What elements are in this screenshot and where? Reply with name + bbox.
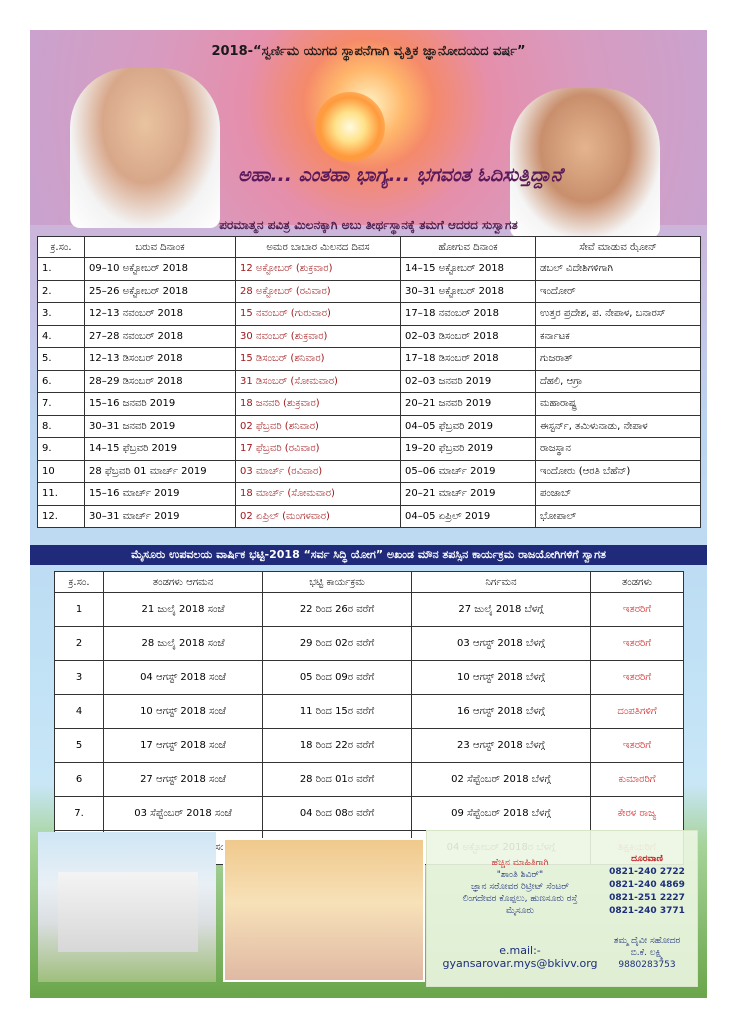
table-cell: 14–15 ಅಕ್ಟೋಬರ್ 2018	[401, 258, 536, 281]
table-cell: 15 ಡಿಸಂಬರ್ (ಶನಿವಾರ)	[236, 348, 401, 371]
table-cell: 28 ಫೆಬ್ರವರಿ 01 ಮಾರ್ಚ್ 2019	[85, 460, 236, 483]
table-cell: 27–28 ನವಂಬರ್ 2018	[85, 325, 236, 348]
table-cell: 31 ಡಿಸಂಬರ್ (ಸೋಮವಾರ)	[236, 370, 401, 393]
table-cell: 02–03 ಡಿಸಂಬರ್ 2018	[401, 325, 536, 348]
table-cell: 10	[38, 460, 85, 483]
table-row	[55, 763, 684, 797]
table-cell: 19–20 ಫೆಬ್ರವರಿ 2019	[401, 438, 536, 461]
table-cell: 6.	[38, 370, 85, 393]
table-cell: ಈಸ್ಟರ್ನ್, ತಮಿಳುನಾಡು, ನೇಪಾಳ	[536, 415, 701, 438]
table-cell: ಇಂದೋರು (ಆರತಿ ಬೆಹೆನ್)	[536, 460, 701, 483]
contact-person	[603, 935, 691, 971]
building-photo	[38, 832, 216, 982]
light-icon	[315, 92, 385, 162]
col-zone: ಸೇವೆ ಮಾಡುವ ಝೋನ್	[536, 237, 701, 258]
table-cell: 7.	[55, 797, 104, 831]
table-cell: ದೆಹಲಿ, ಆಗ್ರಾ	[536, 370, 701, 393]
table-cell: 02 ಫೆಬ್ರವರಿ (ಶನಿವಾರ)	[236, 415, 401, 438]
table-cell: 18 ಜನವರಿ (ಶುಕ್ರವಾರ)	[236, 393, 401, 416]
poster	[30, 30, 707, 998]
table-cell: 05 ರಿಂದ 09ರ ವರೆಗೆ	[263, 661, 412, 695]
email-block	[435, 944, 605, 970]
table-cell: 03 ಆಗಸ್ಟ್ 2018 ಬೆಳಗ್ಗೆ	[412, 627, 591, 661]
table-row	[55, 627, 684, 661]
email-label: e.mail:-	[499, 944, 541, 957]
table-cell: ರಾಜಸ್ಥಾನ	[536, 438, 701, 461]
table-row	[38, 258, 701, 281]
table-cell: 28 ರಿಂದ 01ರ ವರೆಗೆ	[263, 763, 412, 797]
info-heading: ಹೆಚ್ಚಿನ ಮಾಹಿತಿಗಾಗಿ	[491, 858, 549, 868]
phone-number: 0821-240 4869	[609, 880, 685, 890]
col-sno: ಕ್ರ.ಸಂ.	[38, 237, 85, 258]
phone-number: 0821-240 3771	[609, 906, 685, 916]
table-cell: 12–13 ನವಂಬರ್ 2018	[85, 303, 236, 326]
table-cell: ಗುಜರಾತ್	[536, 348, 701, 371]
phone-heading: ದೂರವಾಣಿ	[631, 854, 663, 864]
table-row	[38, 348, 701, 371]
table-cell: 21 ಜುಲೈ 2018 ಸಂಜೆ	[104, 593, 263, 627]
table-cell: 4	[55, 695, 104, 729]
table-row	[38, 370, 701, 393]
contact-box	[426, 830, 698, 987]
table-cell: ಉತ್ತರ ಪ್ರದೇಶ, ಪ. ನೇಪಾಳ, ಬನಾರಸ್	[536, 303, 701, 326]
table-cell: 9.	[38, 438, 85, 461]
contact-info	[445, 857, 595, 917]
table-row	[38, 460, 701, 483]
table-cell: 29 ರಿಂದ 02ರ ವರೆಗೆ	[263, 627, 412, 661]
info-line: ಲಿಂಗದೇವರ ಕೊಪ್ಪಲು, ಹುಣಸೂರು ರಸ್ತೆ	[462, 894, 578, 904]
table-cell: ಕರ್ನಾಟಕ	[536, 325, 701, 348]
schedule-table-body	[38, 258, 701, 528]
table-header-row	[38, 237, 701, 258]
contact-person-name: ಬಿ.ಕೆ. ಲಕ್ಷ್ಮಿ	[630, 948, 664, 958]
table-row	[38, 325, 701, 348]
table-cell: 03 ಮಾರ್ಚ್ (ರವಿವಾರ)	[236, 460, 401, 483]
retreat-banner: ಮೈಸೂರು ಉಪವಲಯ ವಾರ್ಷಿಕ ಭಟ್ಟಿ-2018 “ಸರ್ವ ಸಿದ್ಧಿ ಯೋಗ” ಅಖಂಡ ಮೌನ ತಪಸ್ಸಿನ ಕಾರ್ಯಕ್ರಮ ರಾಜಯೋಗಿಗಳಿಗೆ ಸ್ವಾಗತ	[30, 545, 707, 565]
col-meeting: ಅಮರ ಬಾಬಾರ ಮಿಲನದ ದಿವಸ	[236, 237, 401, 258]
table-cell: 27 ಜುಲೈ 2018 ಬೆಳಗ್ಗೆ	[412, 593, 591, 627]
table-cell: 30 ನವಂಬರ್ (ಶುಕ್ರವಾರ)	[236, 325, 401, 348]
table-cell: 17 ಫೆಬ್ರವರಿ (ರವಿವಾರ)	[236, 438, 401, 461]
table-cell: 20–21 ಮಾರ್ಚ್ 2019	[401, 483, 536, 506]
table-cell: ಭೋಪಾಲ್	[536, 505, 701, 528]
info-line: ಜ್ಞಾನ ಸರೋವರ ರಿಟ್ರೀಟ್ ಸೆಂಟರ್	[471, 882, 569, 892]
table-row	[38, 303, 701, 326]
col-groups: ತಂಡಗಳು	[591, 572, 684, 593]
table-cell: ಇತರರಿಗೆ	[591, 593, 684, 627]
table-cell: 14–15 ಫೆಬ್ರವರಿ 2019	[85, 438, 236, 461]
table-cell: 04 ರಿಂದ 08ರ ವರೆಗೆ	[263, 797, 412, 831]
table-cell: 1.	[38, 258, 85, 281]
table-cell: 16 ಆಗಸ್ಟ್ 2018 ಬೆಳಗ್ಗೆ	[412, 695, 591, 729]
table-row	[38, 505, 701, 528]
table-cell: 8.	[38, 415, 85, 438]
table-cell: ಇತರರಿಗೆ	[591, 729, 684, 763]
table-cell: 3.	[38, 303, 85, 326]
portrait-left	[70, 68, 220, 228]
table-cell: 28 ಜುಲೈ 2018 ಸಂಜೆ	[104, 627, 263, 661]
table-cell: 15 ನವಂಬರ್ (ಗುರುವಾರ)	[236, 303, 401, 326]
table-cell: 09–10 ಅಕ್ಟೋಬರ್ 2018	[85, 258, 236, 281]
table-row	[55, 661, 684, 695]
table-cell: 30–31 ಮಾರ್ಚ್ 2019	[85, 505, 236, 528]
table-cell: 1	[55, 593, 104, 627]
header-background	[30, 30, 707, 225]
table-row	[38, 393, 701, 416]
table-cell: 03 ಸೆಪ್ಟೆಂಬರ್ 2018 ಸಂಜೆ	[104, 797, 263, 831]
table-cell: 30–31 ಜನವರಿ 2019	[85, 415, 236, 438]
table-cell: 25–26 ಅಕ್ಟೋಬರ್ 2018	[85, 280, 236, 303]
col-departure: ಹೋಗುವ ದಿನಾಂಕ	[401, 237, 536, 258]
page-title: 2018-“ಸ್ವರ್ಣಿಮ ಯುಗದ ಸ್ಥಾಪನೆಗಾಗಿ ವೃತ್ತಿಕ ಜ್ಞಾನೋದಯದ ವರ್ಷ”	[211, 44, 526, 59]
table-cell: 10 ಆಗಸ್ಟ್ 2018 ಬೆಳಗ್ಗೆ	[412, 661, 591, 695]
table-row	[38, 483, 701, 506]
table-cell: 17–18 ನವಂಬರ್ 2018	[401, 303, 536, 326]
table-cell: 18 ಮಾರ್ಚ್ (ಸೋಮವಾರ)	[236, 483, 401, 506]
table-header-row	[55, 572, 684, 593]
table-row	[55, 729, 684, 763]
table-cell: ಡಬಲ್ ವಿದೇಶಿಗಳಿಗಾಗಿ	[536, 258, 701, 281]
table-cell: 22 ರಿಂದ 26ರ ವರೆಗೆ	[263, 593, 412, 627]
portrait-right	[510, 88, 660, 238]
table-cell: 11.	[38, 483, 85, 506]
table-cell: 05–06 ಮಾರ್ಚ್ 2019	[401, 460, 536, 483]
retreat-table-body	[55, 593, 684, 865]
table-cell: 5	[55, 729, 104, 763]
col-program: ಭಟ್ಟಿ ಕಾರ್ಯಕ್ರಮ	[263, 572, 412, 593]
table-cell: ಇತರರಿಗೆ	[591, 627, 684, 661]
table-cell: 20–21 ಜನವರಿ 2019	[401, 393, 536, 416]
building-icon	[58, 872, 198, 952]
col-arrival: ಬರುವ ದಿನಾಂಕ	[85, 237, 236, 258]
table-cell: 23 ಆಗಸ್ಟ್ 2018 ಬೆಳಗ್ಗೆ	[412, 729, 591, 763]
table-cell: 12–13 ಡಿಸಂಬರ್ 2018	[85, 348, 236, 371]
table-cell: 2.	[38, 280, 85, 303]
table-row	[38, 415, 701, 438]
table-cell: 04–05 ಏಪ್ರಿಲ್ 2019	[401, 505, 536, 528]
table-cell: 5.	[38, 348, 85, 371]
phone-number: 0821-251 2227	[609, 893, 685, 903]
table-cell: 28 ಅಕ್ಟೋಬರ್ (ರವಿವಾರ)	[236, 280, 401, 303]
table-cell: 02–03 ಜನವರಿ 2019	[401, 370, 536, 393]
tagline: ಅಹಾ... ಎಂತಹಾ ಭಾಗ್ಯ... ಭಗವಂತ ಓದಿಸುತ್ತಿದ್ದಾನೆ	[237, 164, 563, 186]
table-cell: 02 ಸೆಪ್ಟೆಂಬರ್ 2018 ಬೆಳಗ್ಗೆ	[412, 763, 591, 797]
table-row	[38, 280, 701, 303]
table-row	[55, 695, 684, 729]
table-cell: ಇತರರಿಗೆ	[591, 661, 684, 695]
table-cell: 02 ಏಪ್ರಿಲ್ (ಮಂಗಳವಾರ)	[236, 505, 401, 528]
table-cell: 3	[55, 661, 104, 695]
table-cell: 7.	[38, 393, 85, 416]
table-cell: 2	[55, 627, 104, 661]
table-cell: ಪಂಜಾಬ್	[536, 483, 701, 506]
table-cell: 11 ರಿಂದ 15ರ ವರೆಗೆ	[263, 695, 412, 729]
info-line: "ಶಾಂತಿ ಶಿವಿರ್"	[496, 870, 544, 880]
schedule-table	[37, 236, 701, 528]
email-link[interactable]: gyansarovar.mys@bkivv.org	[442, 957, 598, 970]
table-cell: 28–29 ಡಿಸಂಬರ್ 2018	[85, 370, 236, 393]
table-cell: 6	[55, 763, 104, 797]
col-departure: ನಿರ್ಗಮನ	[412, 572, 591, 593]
table-cell: ದಂಪತಿಗಳಿಗೆ	[591, 695, 684, 729]
table-row	[55, 797, 684, 831]
table-cell: 17 ಆಗಸ್ಟ್ 2018 ಸಂಜೆ	[104, 729, 263, 763]
table-cell: 18 ರಿಂದ 22ರ ವರೆಗೆ	[263, 729, 412, 763]
table-cell: 12 ಅಕ್ಟೋಬರ್ (ಶುಕ್ರವಾರ)	[236, 258, 401, 281]
table-cell: 04–05 ಫೆಬ್ರವರಿ 2019	[401, 415, 536, 438]
phone-number: 0821-240 2722	[609, 867, 685, 877]
table-cell: 15–16 ಜನವರಿ 2019	[85, 393, 236, 416]
contact-person-phone: 9880283753	[618, 960, 676, 970]
retreat-table	[54, 571, 684, 865]
phone-list	[603, 853, 691, 918]
table-cell: 27 ಆಗಸ್ಟ್ 2018 ಸಂಜೆ	[104, 763, 263, 797]
table-cell: 30–31 ಅಕ್ಟೋಬರ್ 2018	[401, 280, 536, 303]
table-cell: 4.	[38, 325, 85, 348]
table-row	[38, 438, 701, 461]
table-cell: 15–16 ಮಾರ್ಚ್ 2019	[85, 483, 236, 506]
table-row	[55, 593, 684, 627]
table-cell: 09 ಸೆಪ್ಟೆಂಬರ್ 2018 ಬೆಳಗ್ಗೆ	[412, 797, 591, 831]
contact-person-label: ತಮ್ಮ ದೈವೀ ಸಹೋದರ	[613, 936, 681, 946]
table-cell: 04 ಆಗಸ್ಟ್ 2018 ಸಂಜೆ	[104, 661, 263, 695]
table-cell: 10 ಆಗಸ್ಟ್ 2018 ಸಂಜೆ	[104, 695, 263, 729]
hall-photo	[223, 838, 425, 982]
table-cell: ಕುಮಾರರಿಗೆ	[591, 763, 684, 797]
table-cell: 12.	[38, 505, 85, 528]
col-sno: ಕ್ರ.ಸಂ.	[55, 572, 104, 593]
table-cell: ಕೇರಳ ರಾಜ್ಯ	[591, 797, 684, 831]
info-line: ಮೈಸೂರು	[506, 906, 534, 916]
col-arrival: ತಂಡಗಳು ಆಗಮನ	[104, 572, 263, 593]
table-cell: ಮಹಾರಾಷ್ಟ್ರ	[536, 393, 701, 416]
subtitle: ಪರಮಾತ್ಮನ ಪವಿತ್ರ ಮಿಲನಕ್ಕಾಗಿ ಅಬು ತೀರ್ಥಸ್ಥಾನಕ್ಕೆ ತಮಗೆ ಆದರದ ಸುಸ್ವಾಗತ	[219, 218, 518, 232]
table-cell: ಇಂದೋರ್	[536, 280, 701, 303]
table-cell: 17–18 ಡಿಸಂಬರ್ 2018	[401, 348, 536, 371]
